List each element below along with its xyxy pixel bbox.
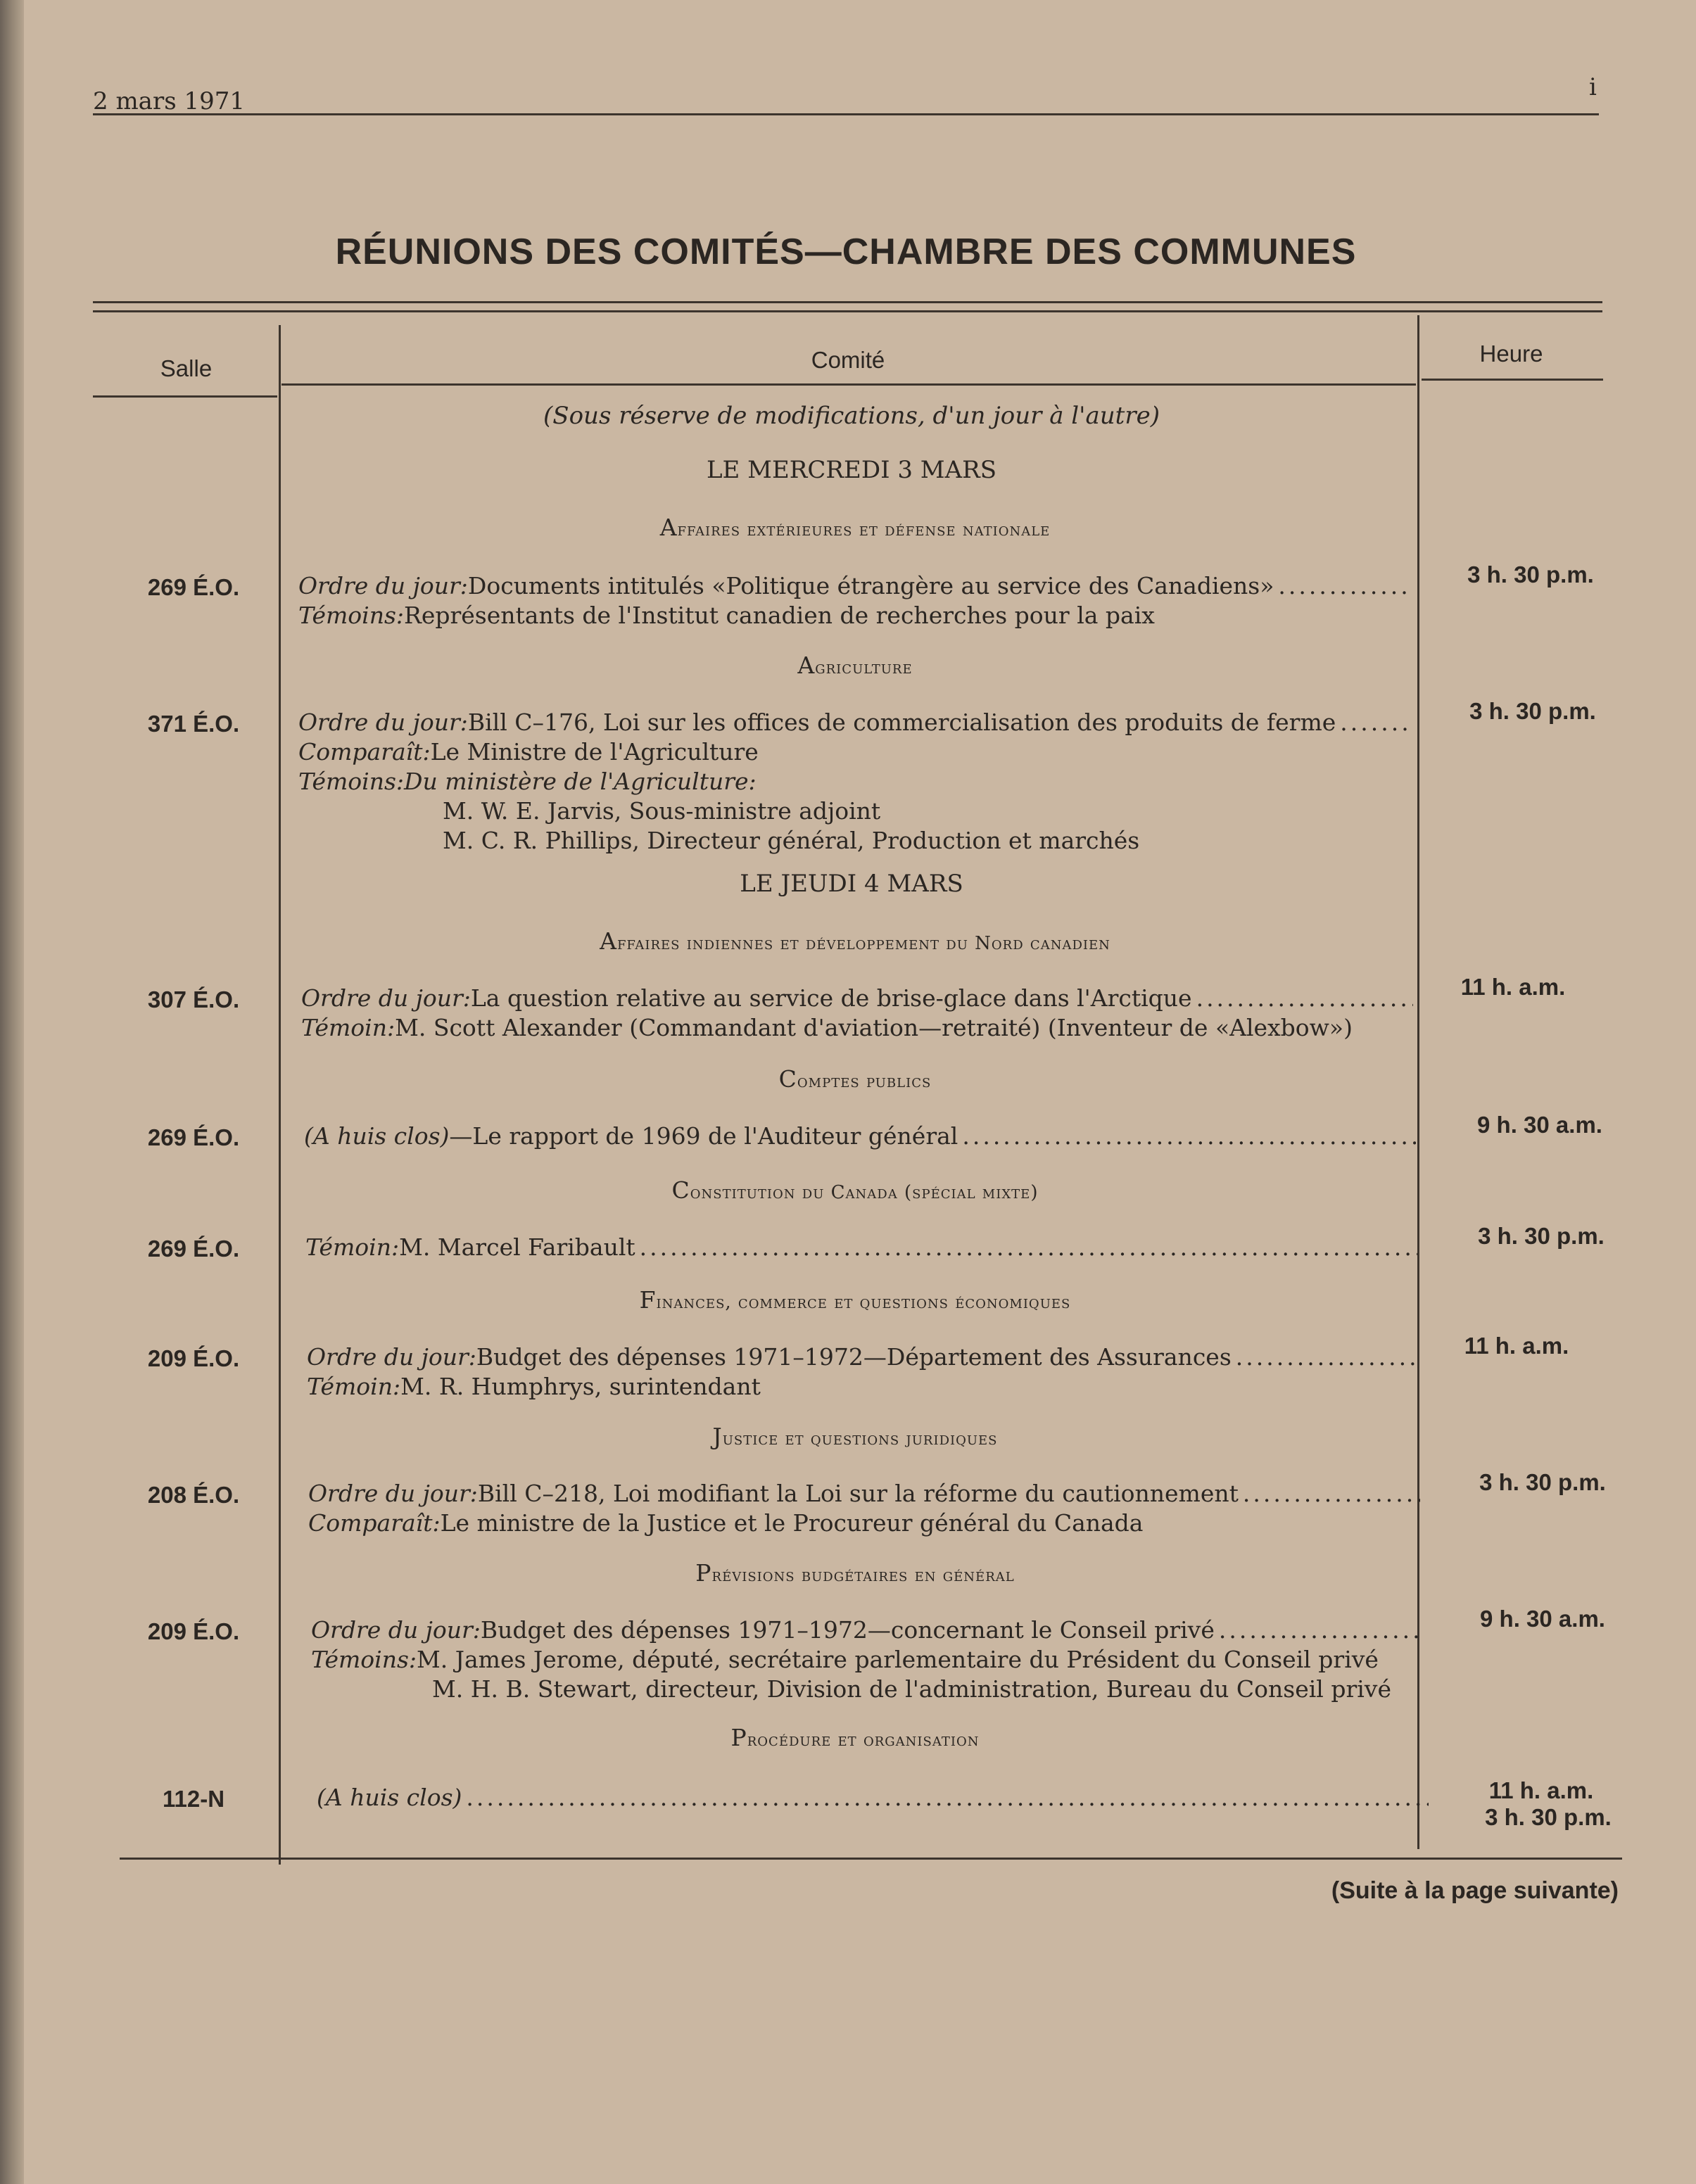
page-date: 2 mars 1971: [93, 87, 245, 115]
agenda-text: Bill C–176, Loi sur les offices de commercialisation des produits de ferme: [467, 709, 1336, 736]
meeting-time: 11 h. a.m.: [1460, 974, 1566, 1000]
meeting-details: [301, 984, 1413, 1043]
meeting-time: 9 h. 30 a.m.: [1477, 1112, 1602, 1138]
table-bottom-rule: [120, 1858, 1622, 1860]
room-number: 371 É.O.: [147, 711, 240, 737]
meeting-time: 3 h. 30 p.m.: [1478, 1223, 1605, 1249]
witness-text: Du ministère de l'Agriculture:: [404, 768, 757, 795]
witness-text: M. R. Humphrys, surintendant: [400, 1373, 761, 1400]
agenda-label: Ordre du jour:: [301, 984, 471, 1012]
committee-heading: Affaires indiennes et développement du Nord canadien: [600, 927, 1110, 955]
room-number: 208 É.O.: [147, 1482, 240, 1508]
column-header-rule: [281, 383, 1416, 386]
committee-heading: Procédure et organisation: [730, 1724, 980, 1751]
meeting-details: [308, 1479, 1420, 1538]
agenda-label: Ordre du jour:: [298, 572, 468, 599]
agenda-label: Ordre du jour:: [298, 709, 468, 736]
appearing-label: Comparaît:: [308, 1509, 441, 1537]
appearing-text: Le Ministre de l'Agriculture: [430, 738, 759, 766]
room-number: 269 É.O.: [147, 1124, 240, 1150]
title-rule: [93, 310, 1602, 312]
room-number: 269 É.O.: [147, 574, 240, 600]
meeting-time: 11 h. a.m.: [1488, 1777, 1594, 1803]
agenda-text: La question relative au service de brise-glace dans l'Arctique: [470, 984, 1192, 1012]
witness-text: M. Marcel Faribault: [399, 1233, 635, 1261]
agenda-text: Budget des dépenses 1971–1972—concernant le Conseil privé: [480, 1616, 1215, 1644]
room-number: 307 É.O.: [147, 986, 240, 1012]
committee-heading: Prévisions budgétaires en général: [695, 1559, 1015, 1587]
room-number: 209 É.O.: [147, 1618, 240, 1644]
witness-text: Représentants de l'Institut canadien de recherches pour la paix: [404, 602, 1155, 629]
continued-note: (Suite à la page suivante): [1331, 1877, 1619, 1904]
meeting-details: [317, 1783, 1429, 1812]
agenda-text: —Le rapport de 1969 de l'Auditeur général: [449, 1122, 958, 1150]
day-heading: LE MERCREDI 3 MARS: [706, 456, 997, 484]
day-heading: LE JEUDI 4 MARS: [740, 870, 963, 898]
committee-heading: Constitution du Canada (spécial mixte): [671, 1176, 1039, 1204]
meeting-time: 9 h. 30 a.m.: [1480, 1606, 1605, 1632]
page-title: RÉUNIONS DES COMITÉS—CHAMBRE DES COMMUNES: [335, 231, 1357, 272]
witness-text: M. Scott Alexander (Commandant d'aviation—retraité) (Inventeur de «Alexbow»): [395, 1014, 1353, 1041]
appearing-text: Le ministre de la Justice et le Procureur général du Canada: [440, 1509, 1144, 1537]
room-number: 112-N: [162, 1786, 225, 1812]
committee-heading: Justice et questions juridiques: [712, 1423, 998, 1450]
committee-heading: Affaires extérieures et défense nationale: [659, 514, 1051, 541]
meeting-time: 11 h. a.m.: [1464, 1333, 1569, 1359]
witness-label: Témoins:: [311, 1646, 417, 1673]
meeting-time: 3 h. 30 p.m.: [1485, 1804, 1612, 1830]
committee-heading: Comptes publics: [778, 1065, 932, 1093]
agenda-label: Ordre du jour:: [308, 1480, 478, 1507]
agenda-text: Budget des dépenses 1971–1972—Département des Assurances: [476, 1343, 1232, 1371]
column-header-salle: Salle: [160, 355, 213, 381]
meeting-details: [307, 1342, 1419, 1402]
column-header-rule: [1422, 379, 1603, 381]
witness-label: Témoin:: [305, 1233, 400, 1261]
room-number: 209 É.O.: [147, 1345, 240, 1371]
committee-heading: Agriculture: [797, 652, 913, 679]
meeting-time: 3 h. 30 p.m.: [1479, 1469, 1606, 1495]
column-header-heure: Heure: [1479, 341, 1543, 367]
meeting-details: [304, 1122, 1416, 1151]
witness-name: M. H. B. Stewart, directeur, Division de l'administration, Bureau du Conseil privé: [432, 1675, 1391, 1703]
header-rule: [93, 113, 1599, 115]
meeting-time: 3 h. 30 p.m.: [1469, 698, 1596, 724]
title-rule: [93, 301, 1602, 303]
schedule-note: (Sous réserve de modifications, d'un jour à l'autre): [543, 402, 1160, 430]
column-header-comite: Comité: [811, 347, 885, 373]
appearing-label: Comparaît:: [298, 738, 431, 766]
agenda-text: Documents intitulés «Politique étrangère au service des Canadiens»: [467, 572, 1274, 599]
meeting-time: 3 h. 30 p.m.: [1467, 561, 1594, 588]
in-camera-label: (A huis clos): [304, 1122, 450, 1150]
witness-label: Témoins:: [298, 768, 404, 795]
agenda-label: Ordre du jour:: [307, 1343, 476, 1371]
meeting-details: [298, 571, 1410, 630]
agenda-label: Ordre du jour:: [311, 1616, 481, 1644]
witness-label: Témoins:: [298, 602, 404, 629]
witness-text: M. James Jerome, député, secrétaire parlementaire du Président du Conseil privé: [417, 1646, 1379, 1673]
witness-label: Témoin:: [307, 1373, 401, 1400]
meeting-details: [305, 1233, 1417, 1262]
column-header-rule: [93, 395, 277, 398]
agenda-text: Bill C–218, Loi modifiant la Loi sur la réforme du cautionnement: [477, 1480, 1239, 1507]
witness-name: M. W. E. Jarvis, Sous-ministre adjoint: [443, 797, 881, 825]
in-camera-label: (A huis clos): [317, 1784, 462, 1811]
page-number: i: [1589, 73, 1597, 101]
room-number: 269 É.O.: [147, 1236, 240, 1262]
meeting-details: [311, 1615, 1423, 1704]
meeting-details: [298, 708, 1410, 856]
page-binding-edge: [0, 0, 24, 2184]
committee-heading: Finances, commerce et questions économiques: [639, 1286, 1071, 1314]
witness-label: Témoin:: [301, 1014, 395, 1041]
witness-name: M. C. R. Phillips, Directeur général, Production et marchés: [443, 827, 1140, 854]
